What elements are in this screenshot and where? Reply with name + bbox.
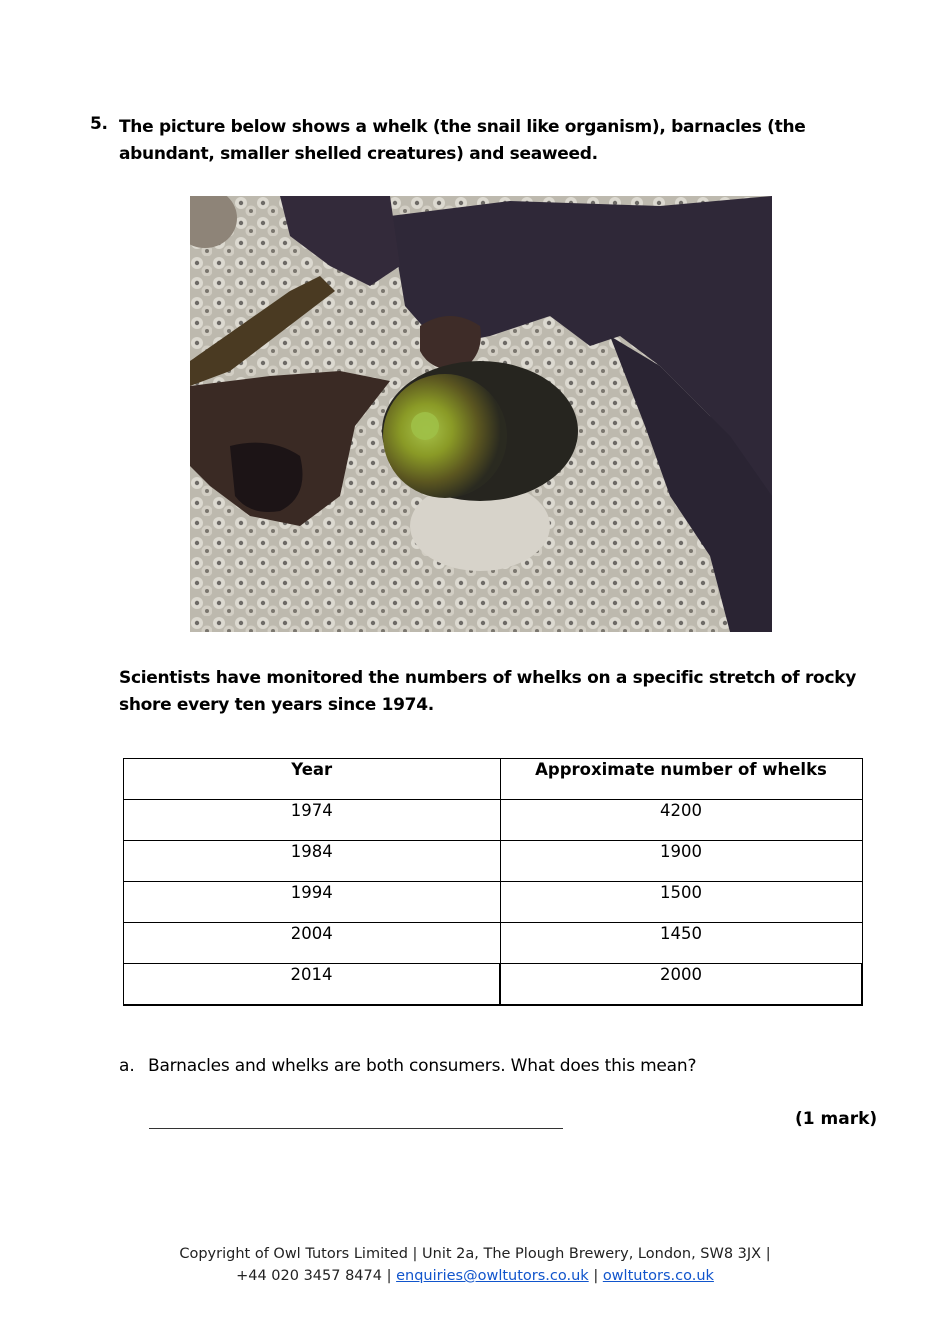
question-text: The picture below shows a whelk (the snail like organism), barnacles (the abundant, smaller shelled creatures) and seaweed. [119,117,806,164]
part-a-label: a. [119,1056,135,1076]
cell-count: 2000 [500,964,862,1006]
cell-year: 1994 [124,882,501,923]
table-row [124,882,863,923]
cell-count: 4200 [500,800,862,841]
cell-count: 1450 [500,923,862,964]
column-header-year: Year [124,759,501,800]
footer-contact-line [0,1265,950,1287]
table-row [124,841,863,882]
cell-year: 2004 [124,923,501,964]
part-a-marks: (1 mark) [795,1109,878,1129]
data-intro-text: Scientists have monitored the numbers of whelks on a specific stretch of rocky shore every ten years since 1974. [119,668,857,715]
cell-year: 2014 [124,964,501,1006]
footer [0,1243,950,1287]
footer-phone: +44 020 3457 8474 | [236,1268,392,1284]
table-row [124,923,863,964]
table-header-row [124,759,863,800]
cell-count: 1900 [500,841,862,882]
footer-separator: | [593,1268,599,1284]
whelk-data-table [123,758,863,1006]
footer-email-link[interactable]: enquiries@owltutors.co.uk [396,1268,589,1284]
part-a-question: Barnacles and whelks are both consumers. What does this mean? [148,1056,697,1076]
answer-line[interactable] [149,1128,563,1129]
whelk-photo [190,196,772,632]
cell-year: 1974 [124,800,501,841]
table-row [124,800,863,841]
column-header-whelk-count: Approximate number of whelks [500,759,862,800]
table-row [124,964,863,1006]
footer-website-link[interactable]: owltutors.co.uk [602,1268,714,1284]
footer-copyright: Copyright of Owl Tutors Limited | Unit 2a, The Plough Brewery, London, SW8 3JX | [179,1246,771,1262]
question-number: 5. [90,114,108,134]
cell-year: 1984 [124,841,501,882]
cell-count: 1500 [500,882,862,923]
